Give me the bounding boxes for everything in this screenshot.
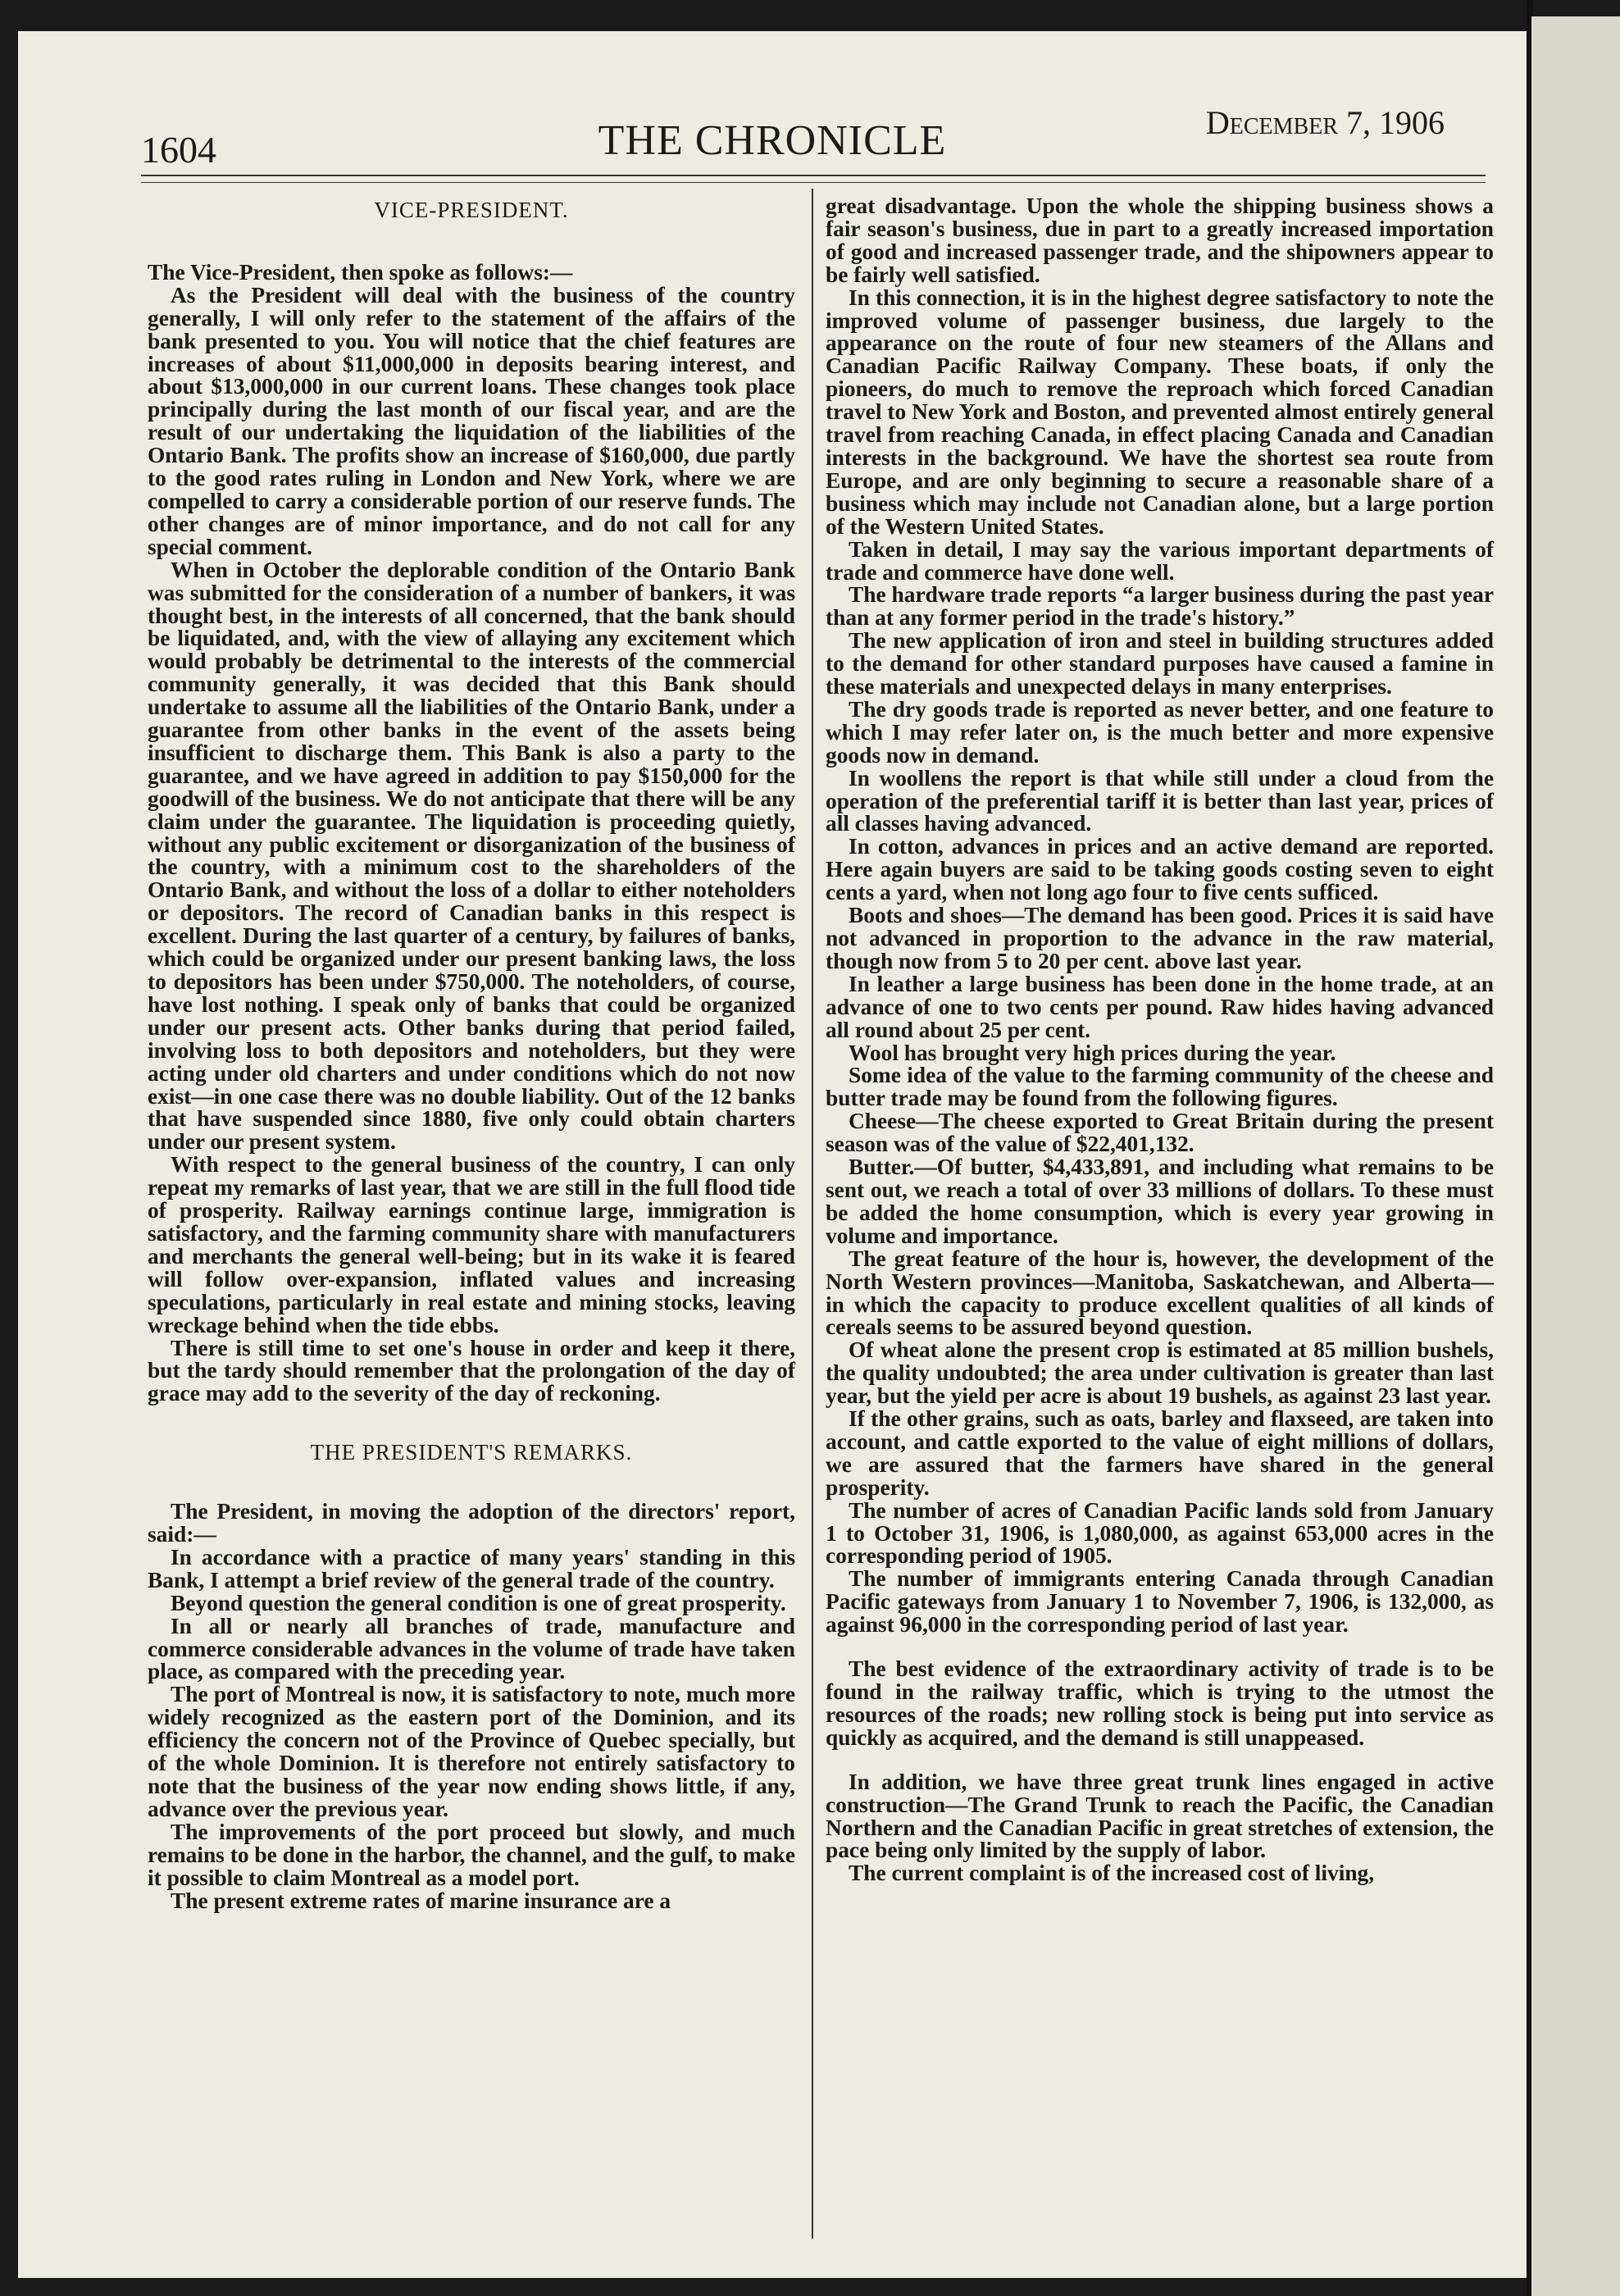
paragraph: The hardware trade reports “a larger business during the past year than at any former period in the trade's history.” (826, 582, 1494, 631)
section-heading-vice-president: VICE-PRESIDENT. (374, 198, 569, 222)
paragraph: great disadvantage. Upon the whole the shipping business shows a fair season's business, due in part to a greatly increased importation of good and increased passenger trade, and the shipowners appear to be fairly well satisfied. (826, 194, 1494, 287)
paragraph: When in October the deplorable condition of the Ontario Bank was submitted for the consideration of a number of bankers, it was thought best, in the interests of all concerned, that the bank should be liquidated, and, with the view of allaying any excitement which would probably be detrimental to the interests of the commercial community generally, it was decided that this Bank should undertake to assume all the liabilities of the Ontario Bank, under a guarantee from other banks in the event of the assets being insufficient to discharge them. This Bank is also a party to the guarantee, and we have agreed in addition to pay $150,000 for the goodwill of the business. We do not anticipate that there will be any claim under the guarantee. The liquidation is proceeding quietly, without any public excitement or disorganization of the business of the country, with a minimum cost to the shareholders of the Ontario Bank, and without the loss of a dollar to either noteholders or depositors. The record of Canadian banks in this respect is excellent. During the last quarter of a century, by failures of banks, which could be organized under our present banking laws, the loss to depositors has been under $750,000. The noteholders, of course, have lost nothing. I speak only of banks that could be organized under our present acts. Other banks during that period failed, involving loss to both depositors and noteholders, but they were acting under old charters and under conditions which do not now exist—in one case there was no double liability. Out of the 12 banks that have suspended since 1880, five only could obtain charters under our present system. (148, 557, 795, 1155)
paragraph: The port of Montreal is now, it is satisfactory to note, much more widely recognized as the eastern port of the Dominion, and its efficiency the concern not of the Province of Quebec specially, but of the whole Dominion. It is therefore not entirely satisfactory to note that the business of the year now ending shows little, if any, advance over the previous year. (148, 1682, 795, 1821)
next-page-edge (1531, 16, 1620, 2296)
paragraph: Boots and shoes—The demand has been good. Prices it is said have not advanced in proportion to the advance in the raw material, though now from 5 to 20 per cent. above last year. (826, 903, 1494, 973)
paragraph: In woollens the report is that while still under a cloud from the operation of the preferential tariff it is better than last year, prices of all classes having advanced. (826, 765, 1494, 836)
column-divider (812, 189, 813, 2239)
paragraph: Wool has brought very high prices during the year. (849, 1040, 1336, 1065)
paragraph: With respect to the general business of the country, I can only repeat my remarks of last year, that we are still in the full flood tide of prosperity. Railway earnings continue large, immigration is satisfactory, and the farming community share with manufacturers and merchants the general well-being; but in its wake it is feared will follow over-expansion, inflated values and increasing speculations, particularly in real estate and mining stocks, leaving wreckage behind when the tide ebbs. (148, 1152, 795, 1337)
paragraph: In cotton, advances in prices and an active demand are reported. Here again buyers are said to be taking goods costing seven to eight cents a yard, when not long ago four to five cents sufficed. (826, 834, 1494, 905)
newspaper-page (18, 31, 1527, 2278)
issue-date: December 7, 1906 (1205, 104, 1445, 141)
paragraph: The dry goods trade is reported as never better, and one feature to which I may refer later on, is the much better and more expensive goods now in demand. (826, 696, 1494, 768)
paragraph: The best evidence of the extraordinary activity of trade is to be found in the railway traffic, which is trying to the utmost the resources of the roads; new rolling stock is being put into service as quickly as acquired, and the demand is still unappeased. (826, 1656, 1494, 1750)
paragraph: The improvements of the port proceed but slowly, and much remains to be done in the harbor, the channel, and the gulf, to make it possible to claim Montreal as a model port. (148, 1819, 795, 1890)
section-heading-presidents-remarks: THE PRESIDENT'S REMARKS. (310, 1440, 633, 1465)
paragraph: The present extreme rates of marine insurance are a (171, 1888, 671, 1913)
header-rule-thin (141, 182, 1486, 183)
paragraph: In addition, we have three great trunk lines engaged in active construction—The Grand Trunk to reach the Pacific, the Canadian Northern and the Canadian Pacific in great stretches of extension, the pace being only limited by the supply of labor. (826, 1769, 1494, 1863)
paragraph: The current complaint is of the increased cost of living, (849, 1861, 1375, 1886)
paragraph: The new application of iron and steel in building structures added to the demand for other standard purposes have caused a famine in these materials and unexpected delays in many enterprises. (826, 628, 1494, 699)
page-number: 1604 (141, 129, 216, 171)
paragraph: Beyond question the general condition is one of great prosperity. (171, 1590, 786, 1615)
paragraph: The President, in moving the adoption of the directors' report, said:— (148, 1499, 795, 1547)
paragraph: Taken in detail, I may say the various important departments of trade and commerce have done well. (826, 536, 1494, 585)
paragraph: The Vice-President, then spoke as follows:— (148, 259, 573, 285)
paragraph: Cheese—The cheese exported to Great Britain during the present season was of the value of $22,401,132. (826, 1109, 1494, 1157)
left-column (148, 199, 795, 1912)
paragraph: Some idea of the value to the farming community of the cheese and butter trade may be found from the following figures. (826, 1063, 1494, 1111)
paragraph: In this connection, it is in the highest degree satisfactory to note the improved volume of passenger business, due largely to the appearance on the route of four new steamers of the Allans and Canadian Pacific Railway Company. These boats, if only the pioneers, do much to remove the reproach which forced Canadian travel to New York and Boston, and prevented almost entirely general travel from reaching Canada, in effect placing Canada and Canadian interests in the background. We have the shortest sea route from Europe, and are only beginning to secure a reasonable share of a business which may include not Canadian alone, but a large portion of the Western United States. (826, 285, 1494, 539)
paragraph: In leather a large business has been done in the home trade, at an advance of one to two cents per pound. Raw hides having advanced all round about 25 per cent. (826, 971, 1494, 1042)
header-rule (141, 175, 1486, 176)
paragraph: The number of immigrants entering Canada through Canadian Pacific gateways from January 1 to November 7, 1906, is 132,000, as against 96,000 in the corresponding period of last year. (826, 1566, 1494, 1638)
paragraph: In accordance with a practice of many years' standing in this Bank, I attempt a brief review of the general trade of the country. (148, 1544, 795, 1592)
publication-title: THE CHRONICLE (598, 117, 947, 164)
paragraph: In all or nearly all branches of trade, manufacture and commerce considerable advances in the volume of trade have taken place, as compared with the preceding year. (148, 1613, 795, 1684)
paragraph: Of wheat alone the present crop is estimated at 85 million bushels, the quality undoubted; the area under cultivation is greater than last year, but the yield per acre is about 19 bushels, as against 23 last year. (826, 1337, 1494, 1409)
paragraph: If the other grains, such as oats, barley and flaxseed, are taken into account, and cattle exported to the value of eight millions of dollars, we are assured that the farmers have shared in the general prosperity. (826, 1406, 1494, 1500)
paragraph: The number of acres of Canadian Pacific lands sold from January 1 to October 31, 1906, is 1,080,000, as against 653,000 acres in the corresponding period of 1905. (826, 1497, 1494, 1569)
paragraph: Butter.—Of butter, $4,433,891, and including what remains to be sent out, we reach a total of over 33 millions of dollars. To these must be added the home consumption, which is every year growing in volume and importance. (826, 1155, 1494, 1248)
paragraph: There is still time to set one's house in order and keep it there, but the tardy should remember that the prolongation of the day of grace may add to the severity of the day of reckoning. (148, 1335, 795, 1406)
right-column (826, 195, 1494, 1885)
paragraph: The great feature of the hour is, however, the development of the North Western provinces—Manitoba, Saskatchewan, and Alberta—in which the capacity to produce excellent qualities of all kinds of cereals seems to be assured beyond question. (826, 1246, 1494, 1340)
paragraph: As the President will deal with the business of the country generally, I will only refer to the statement of the affairs of the bank presented to you. You will notice that the chief features are increases of about $11,000,000 in deposits bearing interest, and about $13,000,000 in our current loans. These changes took place principally during the last month of our fiscal year, and are the result of our undertaking the liquidation of the liabilities of the Ontario Bank. The profits show an increase of $160,000, due partly to the good rates ruling in London and New York, where we are compelled to carry a considerable portion of our reserve funds. The other changes are of minor importance, and do not call for any special comment. (148, 282, 795, 559)
